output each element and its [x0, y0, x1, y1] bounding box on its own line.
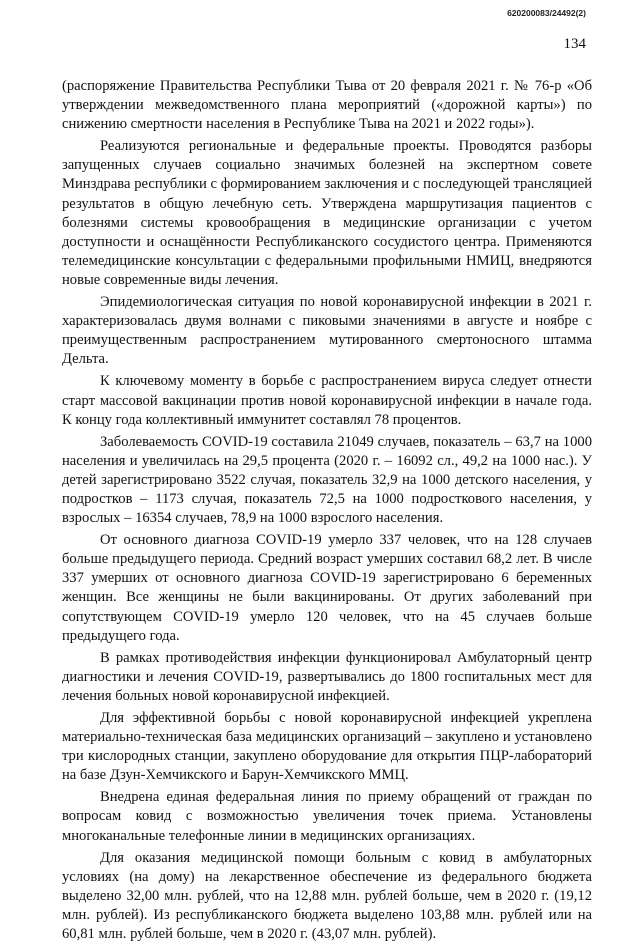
- page-number: 134: [563, 36, 586, 52]
- document-body: [62, 77, 592, 944]
- paragraph-hotline: Внедрена единая федеральная линия по приему обращений от граждан по вопросам ковид с возможностью увеличения точек приема. Установлены многоканальные телефонные линии в медицинских организациях.: [62, 789, 592, 844]
- paragraph-epidemiology: Эпидемиологическая ситуация по новой коронавирусной инфекции в 2021 г. характеризовалась двумя волнами с пиковыми значениями в августе и ноябре с преимущественным распространением мутированного смертоносного штамма Дельта.: [62, 294, 592, 368]
- paragraph-funding: Для оказания медицинской помощи больным с ковид в амбулаторных условиях (на дому) на лекарственное обеспечение из федерального бюджета выделено 32,00 млн. рублей, что на 12,88 млн. рублей больше, чем в 2020 г. (19,12 млн. рублей). Из республиканского бюджета выделено 103,88 млн. рублей или на 60,81 млн. рублей больше, чем в 2020 г. (43,07 млн. рублей).: [62, 849, 592, 943]
- paragraph-regional-projects: Реализуются региональные и федеральные проекты. Проводятся разборы запущенных случаев социально значимых болезней на экспертном совете Минздрава республики с формированием заключения и с последующей трансляцией результатов в общую лечебную сеть. Утверждена маршрутизация пациентов с болезнями системы кровообращения в медицинские организации с учетом доступности и оснащённости Республиканского сосудистого центра. Применяются телемедицинские консультации с федеральными профильными НМИЦ, внедряются новые современные виды лечения.: [62, 138, 592, 288]
- paragraph-outpatient-center: В рамках противодействия инфекции функционировал Амбулаторный центр диагностики и лечения COVID-19, развертывались до 1800 госпитальных мест для лечения больных новой коронавирусной инфекцией.: [62, 649, 592, 704]
- paragraph-incidence: Заболеваемость COVID-19 составила 21049 случаев, показатель – 63,7 на 1000 населения и увеличилась на 29,5 процента (2020 г. – 16092 сл., 49,2 на 1000 нас.). У детей зарегистрировано 3522 случая, показатель 32,9 на 1000 детского населения, у подростков – 1173 случая, показатель 72,5 на 1000 подросткового населения, у взрослых – 16354 случаев, 78,9 на 1000 взрослого населения.: [62, 433, 592, 527]
- paragraph-continuation: (распоряжение Правительства Республики Тыва от 20 февраля 2021 г. № 76-р «Об утверждении межведомственного плана мероприятий («дорожной карты») по снижению смертности населения в Республике Тыва на 2021 и 2022 годы»).: [62, 78, 592, 133]
- paragraph-vaccination: К ключевому моменту в борьбе с распространением вируса следует отнести старт массовой вакцинации против новой коронавирусной инфекции в начале года. К концу года коллективный иммунитет составлял 78 процентов.: [62, 373, 592, 428]
- document-id: 620200083/24492(2): [507, 8, 586, 18]
- paragraph-mortality: От основного диагноза COVID-19 умерло 337 человек, что на 128 случаев больше предыдущего периода. Средний возраст умерших составил 68,2 лет. В числе 337 умерших от основного диагноза COVID-19 зарегистрировано 6 беременных женщин. Все женщины не были вакцинированы. От других заболеваний при сопутствующем COVID-19 умерло 120 человек, что на 45 случаев больше предыдущего года.: [62, 532, 592, 644]
- paragraph-equipment: Для эффективной борьбы с новой коронавирусной инфекцией укреплена материально-техническая база медицинских организаций – закуплено и установлено три кислородных станции, закуплено оборудование для открытия ПЦР-лабораторий на базе Дзун-Хемчикского и Барун-Хемчикского ММЦ.: [62, 710, 592, 784]
